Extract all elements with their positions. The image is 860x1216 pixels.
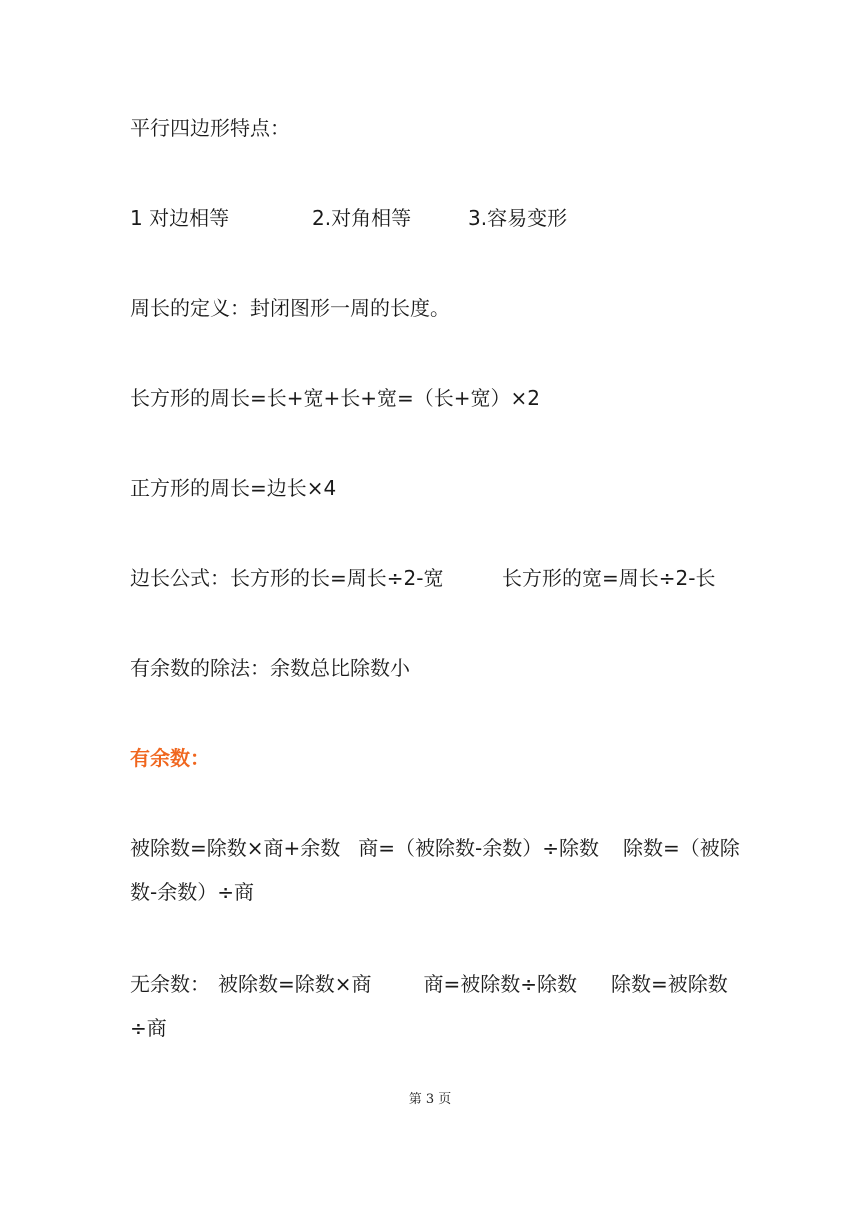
page-number: 第 3 页 — [408, 1092, 452, 1107]
no-remainder-quotient-formula: 商=被除数÷除数 — [423, 972, 578, 996]
quotient-formula: 商=（被除数-余数）÷除数 — [358, 836, 600, 860]
remainder-formulas — [130, 826, 740, 914]
remainder-division-rule: 有余数的除法：余数总比除数小 — [130, 656, 410, 680]
rectangle-perimeter-formula: 长方形的周长=长+宽+长+宽=（长+宽）×2 — [130, 386, 541, 410]
remainder-heading: 有余数： — [130, 746, 210, 770]
feature-1: 1 对边相等 — [130, 206, 230, 230]
feature-3: 3.容易变形 — [468, 206, 568, 230]
no-remainder-dividend-formula: 被除数=除数×商 — [218, 972, 372, 996]
no-remainder-formulas — [130, 962, 740, 1050]
no-remainder-divisor-formula: 除数=被除数÷商 — [130, 972, 728, 1040]
rectangle-width-formula: 长方形的宽=周长÷2-长 — [502, 566, 716, 590]
perimeter-definition: 周长的定义：封闭图形一周的长度。 — [130, 296, 450, 320]
square-perimeter-formula: 正方形的周长=边长×4 — [130, 476, 337, 500]
parallelogram-features — [130, 196, 740, 240]
parallelogram-title: 平行四边形特点： — [130, 116, 290, 140]
dividend-formula: 被除数=除数×商+余数 — [130, 836, 341, 860]
no-remainder-label: 无余数： — [130, 972, 210, 996]
side-length-formulas — [130, 556, 740, 600]
feature-2: 2.对角相等 — [312, 206, 412, 230]
divisor-formula: 除数=（被除数-余数）÷商 — [130, 836, 740, 904]
rectangle-length-formula: 边长公式：长方形的长=周长÷2-宽 — [130, 566, 444, 590]
